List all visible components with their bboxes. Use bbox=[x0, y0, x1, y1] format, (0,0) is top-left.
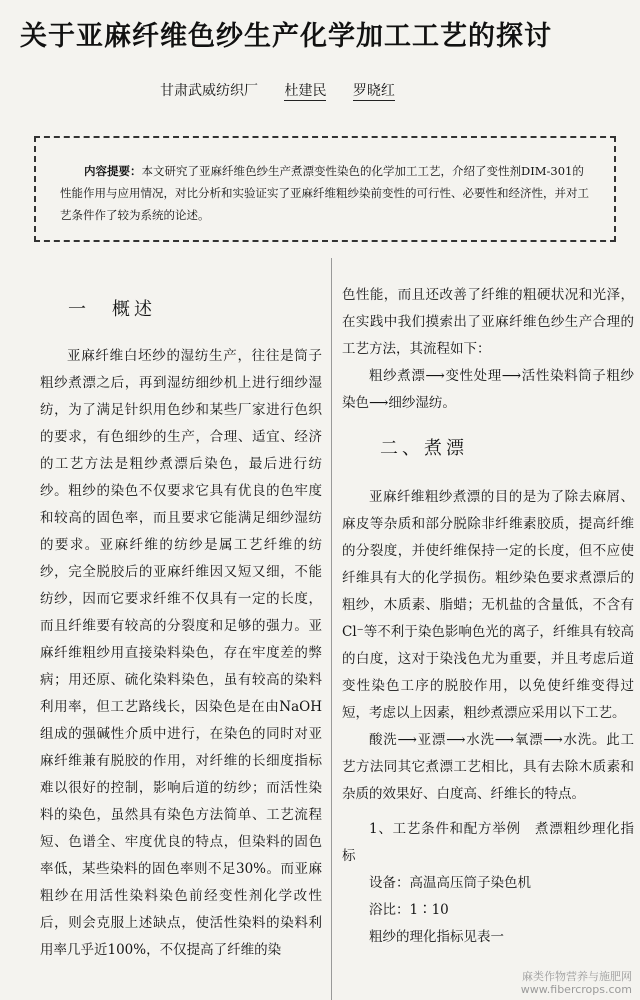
affiliation: 甘肃武威纺织厂 bbox=[160, 83, 258, 99]
subsection-process-conditions: 1、工艺条件和配方举例 煮漂粗纱理化指标 bbox=[342, 821, 634, 864]
overview-paragraph: 亚麻纤维白坯纱的湿纺生产，往往是筒子粗纱煮漂之后，再到湿纺细纱机上进行细纱湿纺，为了满足针织用色纱和某些厂家进行色织的要求，有色细纱的生产，合理、适宜、经济的工艺方法是粗纱煮漂后染色，最后进行纺纱。粗纱的染色不仅要求它具有优良的色牢度和较高的固色率，而且要求它能满足细纱湿纺的要求。亚麻纤维的纺纱是属工艺纤维的纺纱，完全脱胶后的亚麻纤维因又短又细，不能纺纱，因而它要求纤维不仅具有一定的长度，而且纤维要有较高的分裂度和足够的强力。亚麻纤维粗纱用直接染料染色，存在牢度差的弊病；用还原、硫化染料染色，虽有较高的染料利用率，但工艺路线长，因染色是在由NaOH组成的强碱性介质中进行，在染色的同时对亚麻纤维兼有脱胶的作用，对纤维的长细度指标难以很好的控制，影响后道的纺纱；而活性染料的染色，虽然具有染色方法简单、工艺流程短、色谱全、牢度优良的特点，但染料的固色率低，某些染料的固色率则不足30%。而亚麻粗纱在用活性染料染色前经变性剂化学改性后，则会克服上述缺点，使活性染料的染料利用率几乎近100%，不仅提高了纤维的染 bbox=[40, 348, 322, 958]
author-name-1: 杜建民 bbox=[284, 83, 327, 99]
abstract-box bbox=[34, 136, 616, 242]
process-flow-bleaching: 酸洗⟶亚漂⟶水洗⟶氧漂⟶水洗。此工艺方法同其它煮漂工艺相比，具有去除木质素和杂质的效果好、白度高、纤维长的特点。 bbox=[342, 732, 634, 802]
section-heading-scouring: 二、煮漂 bbox=[380, 438, 468, 459]
author-line bbox=[160, 80, 580, 100]
column-divider bbox=[331, 258, 332, 1000]
abstract-body: 本文研究了亚麻纤维色纱生产煮漂变性染色的化学加工工艺，介绍了变性剂DIM-301的性能作用与应用情况，对比分析和实验证实了亚麻纤维粗纱染前变性的可行性、必要性和经济性，并对工艺条件作了较为系统的论述。 bbox=[60, 164, 589, 222]
abstract-text bbox=[60, 160, 590, 226]
equipment-line: 设备：高温高压筒子染色机 bbox=[369, 875, 531, 891]
continuation-paragraph: 色性能，而且还改善了纤维的粗硬状况和光泽，在实践中我们摸索出了亚麻纤维色纱生产合理的工艺方法，其流程如下： bbox=[342, 287, 634, 357]
right-column bbox=[342, 282, 634, 951]
physchem-reference-line: 粗纱的理化指标见表一 bbox=[369, 929, 504, 945]
watermark-line-1: 麻类作物营养与施肥网 bbox=[522, 970, 632, 983]
section-heading-overview: 一 概述 bbox=[68, 299, 156, 320]
bath-ratio-line: 浴比：1∶10 bbox=[369, 902, 449, 918]
left-column bbox=[40, 296, 322, 964]
scouring-paragraph: 亚麻纤维粗纱煮漂的目的是为了除去麻屑、麻皮等杂质和部分脱除非纤维素胶质，提高纤维的分裂度，并使纤维保持一定的长度，但不应使纤维具有大的化学损伤。粗纱染色要求煮漂后的粗纱，木质素、脂蜡；无机盐的含量低，不含有Cl⁻等不利于染色影响色光的离子，纤维具有较高的白度，这对于染浅色尤为重要，并且考虑后道变性染色工序的脱胶作用，以免使纤维变得过短，考虑以上因素，粗纱煮漂应采用以下工艺。 bbox=[342, 489, 634, 721]
paper-title: 关于亚麻纤维色纱生产化学加工工艺的探讨 bbox=[20, 21, 552, 52]
abstract-label: 内容提要： bbox=[84, 164, 142, 178]
process-flow-dyeing: 粗纱煮漂⟶变性处理⟶活性染料筒子粗纱染色⟶细纱湿纺。 bbox=[342, 368, 634, 411]
top-handwriting-scrawl bbox=[140, 0, 520, 14]
watermark-line-2: www.fibercrops.com bbox=[520, 983, 632, 996]
author-name-2: 罗晓红 bbox=[352, 83, 395, 99]
site-watermark bbox=[521, 970, 632, 996]
